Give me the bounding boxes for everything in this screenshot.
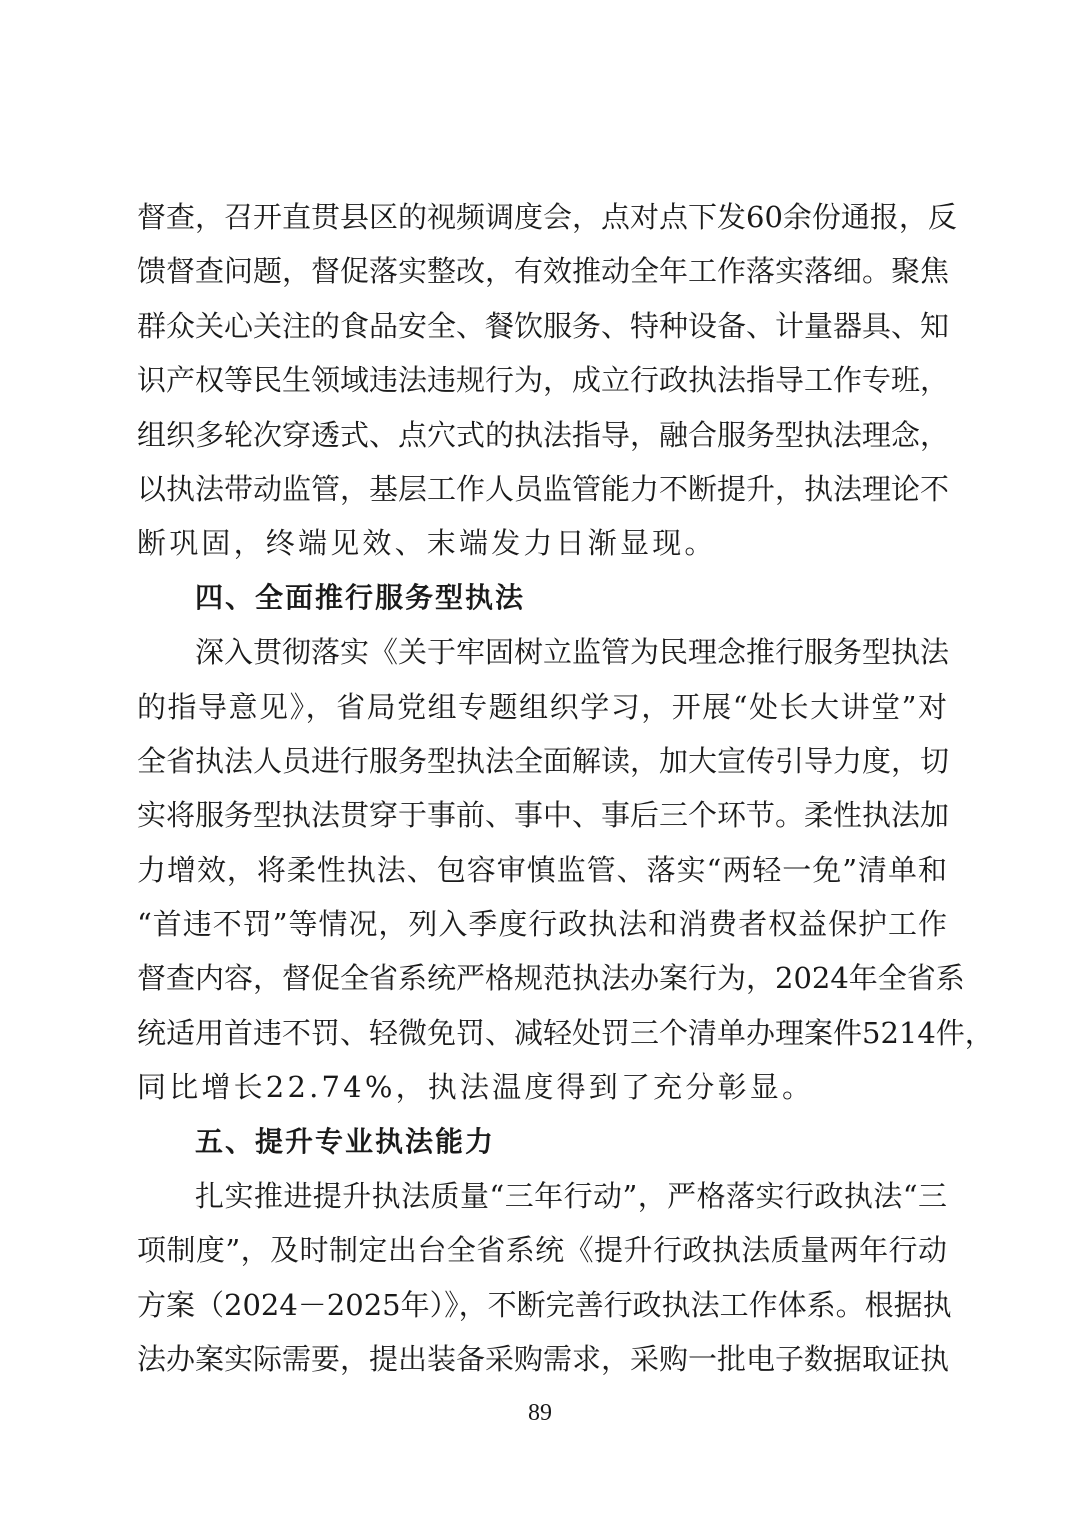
- text-line: 项制度”，及时制定出台全省系统《提升行政执法质量两年行动: [137, 1233, 947, 1268]
- text-line: 方案（2024－2025年）》，不断完善行政执法工作体系。根据执: [137, 1287, 952, 1322]
- text-line: 督查内容，督促全省系统严格规范执法办案行为，2024年全省系: [137, 961, 965, 996]
- text-line: 实将服务型执法贯穿于事前、事中、事后三个环节。柔性执法加: [137, 798, 950, 833]
- text-line: 馈督查问题，督促落实整改，有效推动全年工作落实落细。聚焦: [137, 254, 950, 289]
- text-line: 识产权等民生领域违法违规行为，成立行政执法指导工作专班，: [137, 363, 950, 398]
- text-line: 的指导意见》，省局党组专题组织学习，开展“处长大讲堂”对: [137, 689, 947, 724]
- section-heading-4: 四、全面推行服务型执法: [195, 580, 526, 614]
- text-line: 力增效，将柔性执法、包容审慎监管、落实“两轻一免”清单和: [137, 852, 947, 887]
- text-line: 督查，召开直贯县区的视频调度会，点对点下发60余份通报，反: [137, 200, 957, 234]
- section-heading-5: 五、提升专业执法能力: [195, 1124, 496, 1158]
- text-line: 统适用首违不罚、轻微免罚、减轻处罚三个清单办理案件5214件，: [137, 1015, 994, 1050]
- text-line: 全省执法人员进行服务型执法全面解读，加大宣传引导力度，切: [137, 743, 950, 778]
- text-line: “首违不罚”等情况，列入季度行政执法和消费者权益保护工作: [137, 907, 947, 942]
- text-line: 扎实推进提升执法质量“三年行动”，严格落实行政执法“三: [195, 1179, 947, 1214]
- text-line: 同比增长22.74%，执法温度得到了充分彰显。: [137, 1070, 815, 1105]
- text-line: 群众关心关注的食品安全、餐饮服务、特种设备、计量器具、知: [137, 308, 950, 343]
- text-line: 深入贯彻落实《关于牢固树立监管为民理念推行服务型执法: [195, 635, 950, 670]
- page-number: 89: [528, 1400, 552, 1426]
- document-body: [137, 190, 994, 1387]
- text-line: 法办案实际需要，提出装备采购需求，采购一批电子数据取证执: [137, 1342, 950, 1377]
- text-line: 以执法带动监管，基层工作人员监管能力不断提升，执法理论不: [137, 471, 950, 506]
- text-line: 组织多轮次穿透式、点穴式的执法指导，融合服务型执法理念，: [137, 417, 950, 452]
- text-line: 断巩固，终端见效、末端发力日渐显现。: [137, 526, 717, 561]
